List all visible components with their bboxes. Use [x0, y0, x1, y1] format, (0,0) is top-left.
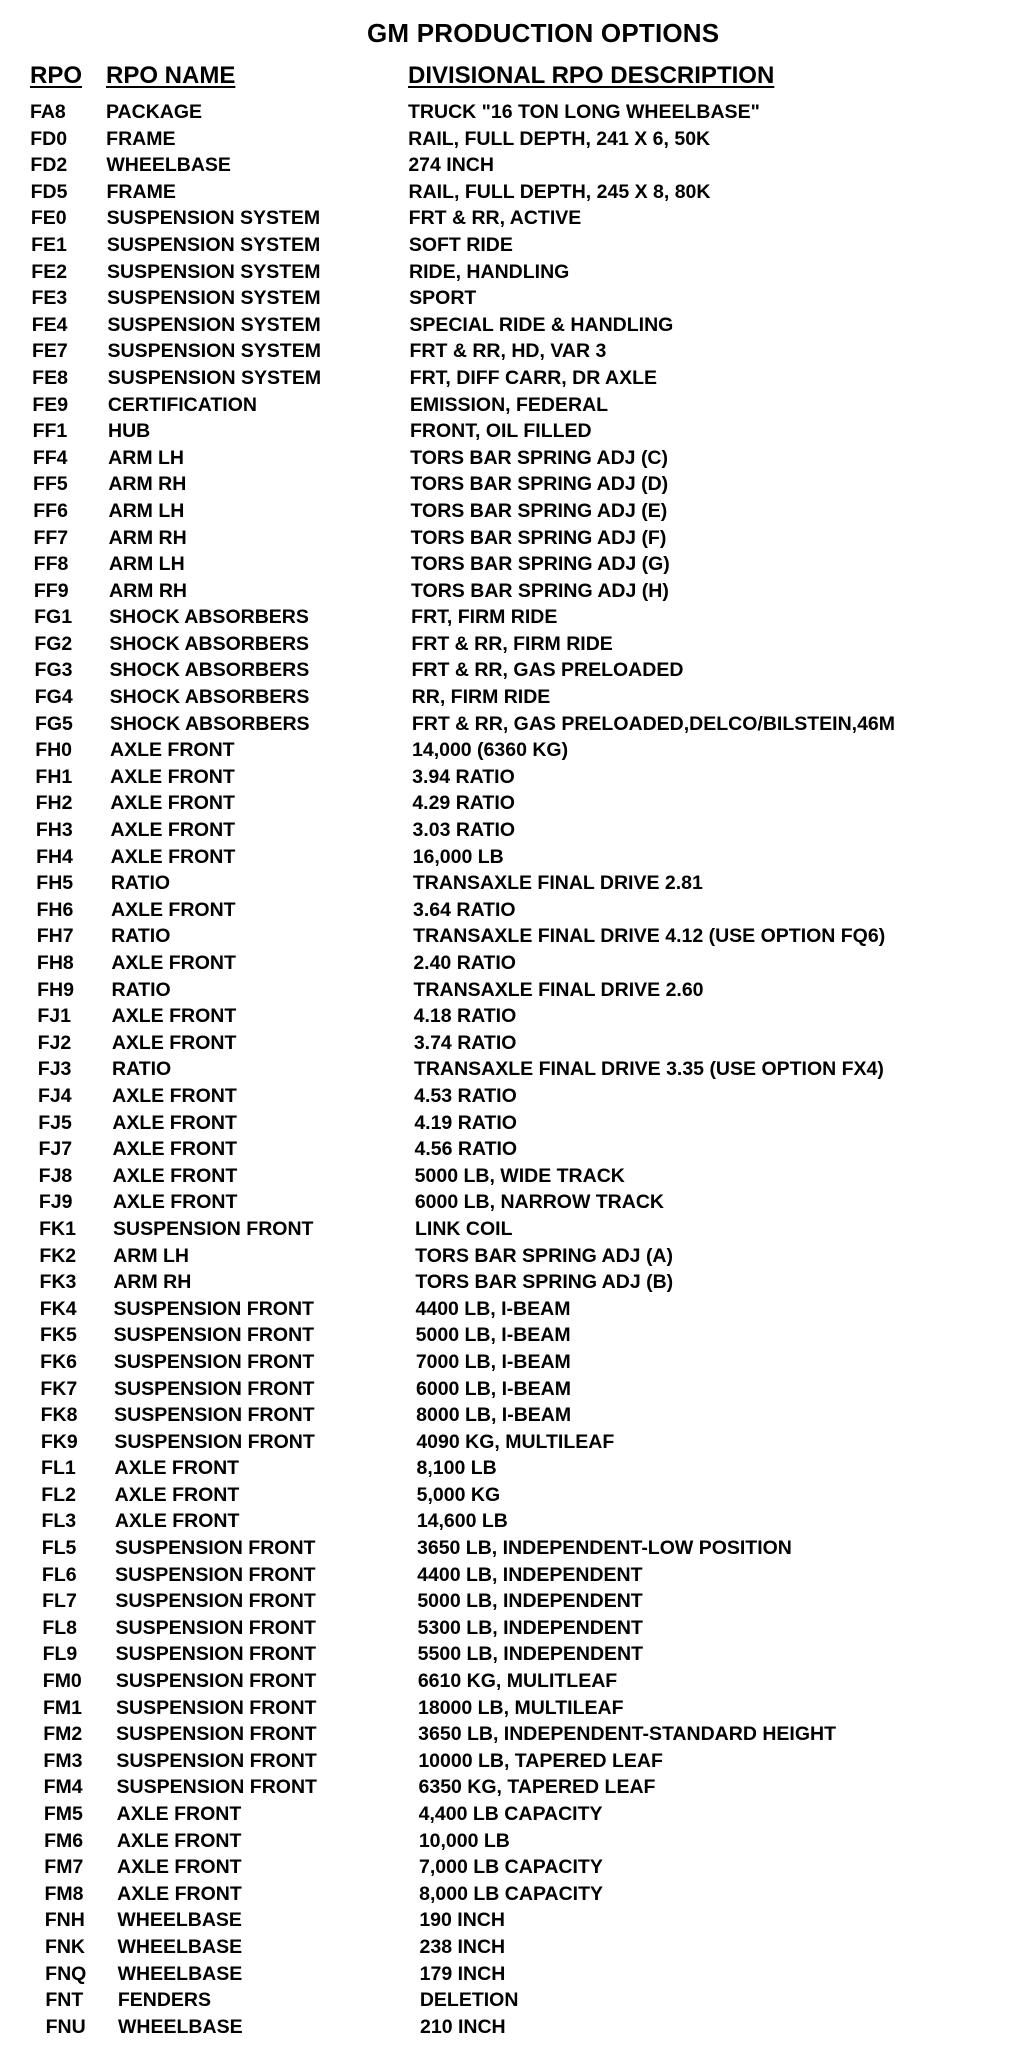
- table-row: [0, 1376, 1024, 1403]
- rpo-description: FRT & RR, HD, VAR 3: [409, 340, 607, 363]
- rpo-code: FK6: [40, 1350, 78, 1373]
- rpo-code: FNQ: [45, 1962, 87, 1985]
- rpo-name: ARM RH: [108, 473, 187, 496]
- rpo-code: FH4: [36, 845, 73, 868]
- rpo-code: FG1: [34, 606, 73, 629]
- rpo-name: SUSPENSION FRONT: [113, 1324, 315, 1347]
- rpo-description: TRANSAXLE FINAL DRIVE 4.12 (USE OPTION FQ6): [413, 925, 886, 948]
- rpo-description: 6350 KG, TAPERED LEAF: [418, 1776, 656, 1799]
- rpo-description: 5500 LB, INDEPENDENT: [417, 1643, 644, 1666]
- table-row: [0, 126, 1024, 153]
- rpo-code: FF9: [33, 579, 69, 602]
- table-row: [0, 923, 1024, 950]
- table-row: [0, 1482, 1024, 1509]
- rpo-name: AXLE FRONT: [114, 1483, 240, 1506]
- options-table: [0, 99, 1024, 2040]
- table-row: [0, 1296, 1024, 1323]
- rpo-description: TORS BAR SPRING ADJ (A): [415, 1244, 674, 1267]
- rpo-description: TORS BAR SPRING ADJ (G): [410, 553, 670, 576]
- rpo-name: AXLE FRONT: [110, 739, 235, 762]
- rpo-name: SHOCK ABSORBERS: [109, 632, 310, 655]
- rpo-description: RIDE, HANDLING: [409, 260, 570, 283]
- table-row: [0, 1562, 1024, 1589]
- rpo-name: SUSPENSION FRONT: [116, 1696, 317, 1719]
- table-row: [0, 1110, 1024, 1137]
- rpo-description: FRT & RR, GAS PRELOADED: [411, 659, 684, 682]
- rpo-name: FRAME: [106, 180, 176, 203]
- rpo-name: SUSPENSION SYSTEM: [107, 287, 321, 310]
- rpo-name: WHEELBASE: [118, 2015, 243, 2038]
- rpo-code: FM4: [43, 1776, 83, 1799]
- rpo-description: 7000 LB, I-BEAM: [415, 1350, 571, 1373]
- rpo-code: FJ9: [38, 1191, 73, 1214]
- table-row: [0, 1455, 1024, 1482]
- rpo-description: FRT & RR, ACTIVE: [408, 207, 582, 230]
- rpo-description: 8,000 LB CAPACITY: [419, 1882, 604, 1905]
- rpo-description: 3650 LB, INDEPENDENT-LOW POSITION: [417, 1537, 792, 1560]
- rpo-code: FK8: [40, 1404, 78, 1427]
- rpo-name: AXLE FRONT: [116, 1829, 242, 1852]
- rpo-code: FM1: [43, 1696, 82, 1719]
- table-row: [0, 1056, 1024, 1083]
- rpo-description: 8000 LB, I-BEAM: [416, 1404, 572, 1427]
- rpo-code: FJ7: [38, 1138, 73, 1161]
- table-row: [0, 205, 1024, 232]
- rpo-name: SUSPENSION SYSTEM: [107, 313, 321, 336]
- table-row: [0, 1695, 1024, 1722]
- rpo-description: SOFT RIDE: [408, 233, 513, 256]
- rpo-name: AXLE FRONT: [112, 1138, 238, 1161]
- table-row: [0, 1216, 1024, 1243]
- rpo-description: TORS BAR SPRING ADJ (D): [410, 473, 669, 496]
- rpo-code: FM6: [44, 1829, 84, 1852]
- rpo-code: FG5: [34, 712, 73, 735]
- rpo-code: FJ3: [37, 1058, 72, 1081]
- table-row: [0, 1828, 1024, 1855]
- rpo-code: FE7: [31, 340, 68, 363]
- rpo-description: 3.94 RATIO: [412, 765, 515, 788]
- rpo-name: PACKAGE: [106, 101, 203, 123]
- table-row: [0, 498, 1024, 525]
- rpo-description: SPECIAL RIDE & HANDLING: [409, 313, 674, 336]
- table-row: [0, 1349, 1024, 1376]
- rpo-description: LINK COIL: [415, 1217, 513, 1240]
- rpo-code: FH6: [36, 898, 74, 921]
- rpo-name: AXLE FRONT: [110, 845, 236, 868]
- rpo-name: FRAME: [106, 127, 176, 150]
- rpo-code: FF5: [33, 473, 68, 496]
- rpo-code: FM2: [43, 1723, 83, 1746]
- rpo-name: AXLE FRONT: [114, 1457, 240, 1480]
- page-title: GM PRODUCTION OPTIONS: [367, 18, 720, 48]
- rpo-description: EMISSION, FEDERAL: [409, 393, 609, 416]
- rpo-description: RAIL, FULL DEPTH, 245 X 8, 80K: [408, 180, 711, 203]
- rpo-name: SUSPENSION FRONT: [116, 1776, 317, 1799]
- table-row: [0, 259, 1024, 286]
- rpo-name: AXLE FRONT: [111, 898, 236, 921]
- rpo-name: WHEELBASE: [117, 1909, 242, 1932]
- rpo-description: TRANSAXLE FINAL DRIVE 3.35 (USE OPTION FX4): [414, 1058, 884, 1081]
- rpo-name: SUSPENSION FRONT: [115, 1537, 316, 1560]
- rpo-code: FK3: [39, 1271, 77, 1294]
- rpo-description: 4090 KG, MULTILEAF: [416, 1430, 615, 1453]
- table-row: [0, 1721, 1024, 1748]
- table-row: [0, 392, 1024, 419]
- rpo-description: 6000 LB, NARROW TRACK: [414, 1191, 665, 1214]
- rpo-code: FF6: [33, 499, 68, 522]
- rpo-code: FF8: [33, 553, 69, 576]
- rpo-code: FE9: [32, 393, 69, 416]
- rpo-name: AXLE FRONT: [111, 1005, 237, 1028]
- rpo-code: FD5: [30, 180, 68, 203]
- rpo-description: FRT & RR, FIRM RIDE: [411, 632, 613, 655]
- rpo-description: TORS BAR SPRING ADJ (C): [410, 446, 669, 469]
- rpo-code: FF4: [32, 446, 68, 469]
- table-row: [0, 312, 1024, 339]
- rpo-code: FL2: [41, 1483, 76, 1506]
- rpo-code: FJ8: [38, 1164, 73, 1187]
- rpo-description: 5000 LB, WIDE TRACK: [414, 1164, 625, 1187]
- rpo-name: SHOCK ABSORBERS: [109, 659, 310, 682]
- rpo-code: FL7: [42, 1590, 77, 1613]
- rpo-code: FA8: [30, 101, 66, 123]
- rpo-name: SUSPENSION FRONT: [113, 1350, 315, 1373]
- rpo-code: FG4: [34, 686, 73, 709]
- table-row: [0, 1641, 1024, 1668]
- rpo-name: SHOCK ABSORBERS: [109, 686, 310, 709]
- rpo-name: WHEELBASE: [117, 1935, 243, 1958]
- rpo-code: FG3: [34, 659, 73, 682]
- table-row: [0, 1748, 1024, 1775]
- rpo-code: FK2: [39, 1244, 77, 1267]
- rpo-name: SUSPENSION FRONT: [115, 1563, 316, 1586]
- rpo-name: SUSPENSION FRONT: [114, 1430, 315, 1453]
- rpo-name: SUSPENSION FRONT: [115, 1643, 317, 1666]
- table-row: [0, 790, 1024, 817]
- rpo-description: 8,100 LB: [416, 1457, 497, 1480]
- table-row: [0, 179, 1024, 206]
- rpo-description: 4400 LB, INDEPENDENT: [417, 1563, 643, 1586]
- rpo-description: 4.19 RATIO: [414, 1111, 517, 1134]
- table-row: [0, 1163, 1024, 1190]
- table-row: [0, 1269, 1024, 1296]
- table-row: [0, 1907, 1024, 1934]
- rpo-name: SUSPENSION FRONT: [114, 1377, 315, 1400]
- table-row: [0, 897, 1024, 924]
- table-row: [0, 631, 1024, 658]
- rpo-description: 4400 LB, I-BEAM: [415, 1297, 571, 1320]
- rpo-name: SUSPENSION FRONT: [115, 1616, 316, 1639]
- rpo-description: FRT, DIFF CARR, DR AXLE: [409, 366, 658, 389]
- rpo-code: FNT: [45, 1989, 84, 2012]
- table-row: [0, 737, 1024, 764]
- rpo-name: SUSPENSION FRONT: [114, 1404, 315, 1427]
- rpo-code: FK1: [39, 1217, 76, 1240]
- rpo-code: FL3: [41, 1510, 77, 1533]
- rpo-name: WHEELBASE: [117, 1962, 243, 1985]
- table-row: [0, 1801, 1024, 1828]
- rpo-description: 190 INCH: [419, 1909, 505, 1932]
- rpo-description: TRANSAXLE FINAL DRIVE 2.60: [413, 978, 704, 1001]
- rpo-description: SPORT: [409, 287, 477, 310]
- rpo-code: FH8: [36, 952, 74, 974]
- rpo-name: AXLE FRONT: [112, 1164, 238, 1187]
- rpo-description: 10,000 LB: [418, 1829, 510, 1852]
- rpo-description: 5,000 KG: [416, 1483, 501, 1506]
- rpo-description: 5300 LB, INDEPENDENT: [417, 1616, 643, 1639]
- rpo-name: WHEELBASE: [106, 154, 231, 177]
- rpo-code: FJ1: [37, 1005, 71, 1028]
- rpo-code: FD0: [30, 127, 68, 150]
- rpo-description: 14,000 (6360 KG): [412, 739, 569, 762]
- rpo-name: SUSPENSION FRONT: [116, 1749, 317, 1772]
- table-row: [0, 604, 1024, 631]
- rpo-name-column-header: RPO NAME: [106, 62, 236, 89]
- rpo-code: FM5: [43, 1803, 83, 1825]
- rpo-name: SUSPENSION SYSTEM: [107, 260, 321, 283]
- table-row: [0, 817, 1024, 844]
- rpo-code: FF1: [32, 420, 68, 443]
- rpo-description: 16,000 LB: [412, 845, 504, 868]
- table-row: [0, 1136, 1024, 1163]
- rpo-name: CERTIFICATION: [107, 393, 257, 416]
- rpo-code: FNH: [44, 1909, 85, 1932]
- rpo-description: 4.18 RATIO: [413, 1005, 517, 1028]
- rpo-description: FRT & RR, GAS PRELOADED,DELCO/BILSTEIN,46M: [411, 712, 896, 735]
- table-row: [0, 764, 1024, 791]
- rpo-description: 4.56 RATIO: [414, 1138, 518, 1161]
- rpo-name: SHOCK ABSORBERS: [109, 606, 309, 629]
- rpo-code: FH5: [36, 872, 74, 895]
- table-row: [0, 1961, 1024, 1988]
- rpo-name: AXLE FRONT: [112, 1191, 238, 1214]
- rpo-description: TORS BAR SPRING ADJ (B): [415, 1271, 674, 1294]
- rpo-name: ARM LH: [108, 553, 185, 576]
- rpo-description: FRONT, OIL FILLED: [410, 420, 592, 443]
- rpo-description: 10000 LB, TAPERED LEAF: [418, 1749, 663, 1772]
- rpo-description: 3.64 RATIO: [413, 898, 516, 921]
- rpo-description: 210 INCH: [420, 2015, 506, 2038]
- rpo-code: FJ2: [37, 1031, 72, 1054]
- table-row: [0, 1668, 1024, 1695]
- rpo-code: FH0: [35, 739, 73, 762]
- rpo-name: SUSPENSION FRONT: [116, 1723, 317, 1746]
- table-row: [0, 152, 1024, 179]
- table-row: [0, 418, 1024, 445]
- rpo-description: 2.40 RATIO: [413, 952, 516, 974]
- rpo-name: SUSPENSION FRONT: [113, 1297, 314, 1320]
- rpo-code: FJ5: [38, 1111, 72, 1134]
- table-row: [0, 338, 1024, 365]
- rpo-name: ARM RH: [108, 526, 187, 549]
- table-row: [0, 232, 1024, 259]
- table-row: [0, 445, 1024, 472]
- rpo-name: SUSPENSION SYSTEM: [107, 340, 321, 363]
- rpo-description: 3.03 RATIO: [412, 819, 516, 842]
- table-row: [0, 471, 1024, 498]
- rpo-code: FNU: [45, 2015, 86, 2038]
- rpo-code: FL9: [42, 1643, 78, 1666]
- rpo-name: AXLE FRONT: [117, 1882, 242, 1905]
- rpo-name: RATIO: [112, 1058, 172, 1081]
- rpo-code: FM3: [43, 1749, 83, 1772]
- rpo-description: RAIL, FULL DEPTH, 241 X 6, 50K: [408, 127, 711, 150]
- table-row: [0, 1508, 1024, 1535]
- table-row: [0, 711, 1024, 738]
- description-column-header: DIVISIONAL RPO DESCRIPTION: [408, 62, 775, 89]
- rpo-code: FE4: [31, 313, 68, 336]
- rpo-description: 18000 LB, MULTILEAF: [418, 1696, 624, 1719]
- rpo-code: FL1: [41, 1457, 76, 1480]
- rpo-code: FE2: [31, 260, 68, 283]
- table-row: [0, 1615, 1024, 1642]
- table-row: [0, 870, 1024, 897]
- table-row: [0, 1934, 1024, 1961]
- rpo-name: AXLE FRONT: [116, 1803, 242, 1825]
- rpo-code: FD2: [30, 154, 68, 177]
- rpo-code: FH9: [37, 978, 74, 1001]
- rpo-description: TORS BAR SPRING ADJ (F): [410, 526, 667, 549]
- rpo-code: FL6: [41, 1563, 77, 1586]
- rpo-code: FF7: [33, 526, 69, 549]
- rpo-code: FL8: [42, 1616, 78, 1639]
- table-row: [0, 844, 1024, 871]
- table-row: [0, 1429, 1024, 1456]
- table-row: [0, 1854, 1024, 1881]
- rpo-name: AXLE FRONT: [111, 952, 236, 974]
- table-row: [0, 365, 1024, 392]
- rpo-name: AXLE FRONT: [112, 1111, 237, 1134]
- rpo-description: 6610 KG, MULITLEAF: [417, 1670, 618, 1693]
- table-row: [0, 657, 1024, 684]
- table-row: [0, 1402, 1024, 1429]
- table-row: [0, 684, 1024, 711]
- rpo-description: 238 INCH: [419, 1935, 506, 1958]
- rpo-column-header: RPO: [30, 62, 83, 89]
- rpo-name: AXLE FRONT: [110, 765, 235, 788]
- rpo-code: FH3: [35, 819, 73, 842]
- rpo-description: 6000 LB, I-BEAM: [416, 1377, 571, 1400]
- table-row: [0, 1774, 1024, 1801]
- rpo-name: SHOCK ABSORBERS: [109, 712, 310, 735]
- table-row: [0, 1322, 1024, 1349]
- table-row: [0, 1881, 1024, 1908]
- rpo-name: ARM LH: [113, 1244, 189, 1267]
- rpo-description: TRANSAXLE FINAL DRIVE 2.81: [412, 872, 703, 895]
- rpo-description: DELETION: [419, 1989, 519, 2012]
- table-row: [0, 1588, 1024, 1615]
- rpo-code: FG2: [34, 632, 73, 655]
- rpo-code: FNK: [44, 1935, 86, 1958]
- rpo-description: 274 INCH: [408, 154, 494, 177]
- table-row: [0, 1987, 1024, 2014]
- rpo-code: FJ4: [38, 1084, 72, 1107]
- table-row: [0, 578, 1024, 605]
- rpo-code: FK5: [39, 1324, 77, 1347]
- table-row: [0, 1003, 1024, 1030]
- rpo-description: 4.29 RATIO: [412, 792, 515, 815]
- rpo-name: AXLE FRONT: [110, 792, 235, 815]
- rpo-description: 5000 LB, INDEPENDENT: [417, 1590, 643, 1613]
- rpo-name: AXLE FRONT: [114, 1510, 240, 1533]
- rpo-description: 3650 LB, INDEPENDENT-STANDARD HEIGHT: [418, 1723, 837, 1746]
- rpo-code: FH1: [35, 765, 73, 788]
- rpo-code: FE8: [32, 366, 68, 389]
- rpo-name: SUSPENSION SYSTEM: [106, 233, 321, 256]
- rpo-name: AXLE FRONT: [112, 1084, 237, 1107]
- rpo-name: SUSPENSION SYSTEM: [106, 207, 321, 230]
- table-row: [0, 285, 1024, 312]
- rpo-name: RATIO: [111, 925, 171, 948]
- rpo-code: FK7: [40, 1377, 78, 1400]
- table-row: [0, 977, 1024, 1004]
- rpo-code: FM8: [44, 1882, 84, 1905]
- rpo-name: SUSPENSION FRONT: [115, 1670, 317, 1693]
- rpo-code: FH7: [36, 925, 74, 948]
- rpo-description: TORS BAR SPRING ADJ (E): [410, 499, 668, 522]
- rpo-description: 14,600 LB: [416, 1510, 508, 1533]
- rpo-description: RR, FIRM RIDE: [411, 686, 551, 709]
- rpo-name: ARM LH: [108, 446, 184, 469]
- rpo-description: 3.74 RATIO: [413, 1031, 517, 1054]
- rpo-description: FRT, FIRM RIDE: [411, 606, 558, 629]
- table-row: [0, 1030, 1024, 1057]
- rpo-name: RATIO: [111, 978, 171, 1001]
- table-row: [0, 1243, 1024, 1270]
- rpo-description: 179 INCH: [419, 1962, 506, 1985]
- rpo-name: ARM RH: [109, 579, 187, 602]
- rpo-code: FE0: [30, 207, 67, 230]
- rpo-code: FE3: [31, 287, 68, 310]
- table-row: [0, 1189, 1024, 1216]
- rpo-description: 4,400 LB CAPACITY: [418, 1803, 603, 1825]
- rpo-name: FENDERS: [117, 1989, 212, 2012]
- rpo-name: SUSPENSION SYSTEM: [107, 366, 322, 389]
- table-row: [0, 2014, 1024, 2041]
- rpo-name: RATIO: [110, 872, 171, 895]
- rpo-code: FH2: [35, 792, 73, 815]
- rpo-description: 4.53 RATIO: [414, 1084, 517, 1107]
- rpo-name: AXLE FRONT: [110, 819, 236, 842]
- rpo-description: TORS BAR SPRING ADJ (H): [411, 579, 669, 602]
- table-row: [0, 551, 1024, 578]
- rpo-name: AXLE FRONT: [117, 1856, 242, 1879]
- rpo-name: SUSPENSION FRONT: [115, 1590, 316, 1613]
- rpo-description: TRUCK "16 TON LONG WHEELBASE": [408, 101, 760, 123]
- table-row: [0, 950, 1024, 977]
- table-row: [0, 1535, 1024, 1562]
- rpo-description: 5000 LB, I-BEAM: [415, 1324, 571, 1347]
- rpo-code: FM7: [44, 1856, 84, 1879]
- rpo-code: FE1: [31, 233, 67, 256]
- rpo-name: HUB: [108, 420, 151, 443]
- rpo-code: FK9: [40, 1430, 78, 1453]
- rpo-code: FL5: [41, 1537, 77, 1560]
- rpo-name: ARM LH: [108, 499, 185, 522]
- rpo-name: AXLE FRONT: [111, 1031, 237, 1054]
- table-row: [0, 525, 1024, 552]
- table-row: [0, 99, 1024, 126]
- rpo-description: 7,000 LB CAPACITY: [419, 1856, 603, 1879]
- rpo-name: SUSPENSION FRONT: [113, 1217, 314, 1240]
- rpo-name: ARM RH: [113, 1271, 192, 1294]
- table-row: [0, 1083, 1024, 1110]
- rpo-code: FM0: [42, 1670, 82, 1693]
- rpo-code: FK4: [39, 1297, 77, 1320]
